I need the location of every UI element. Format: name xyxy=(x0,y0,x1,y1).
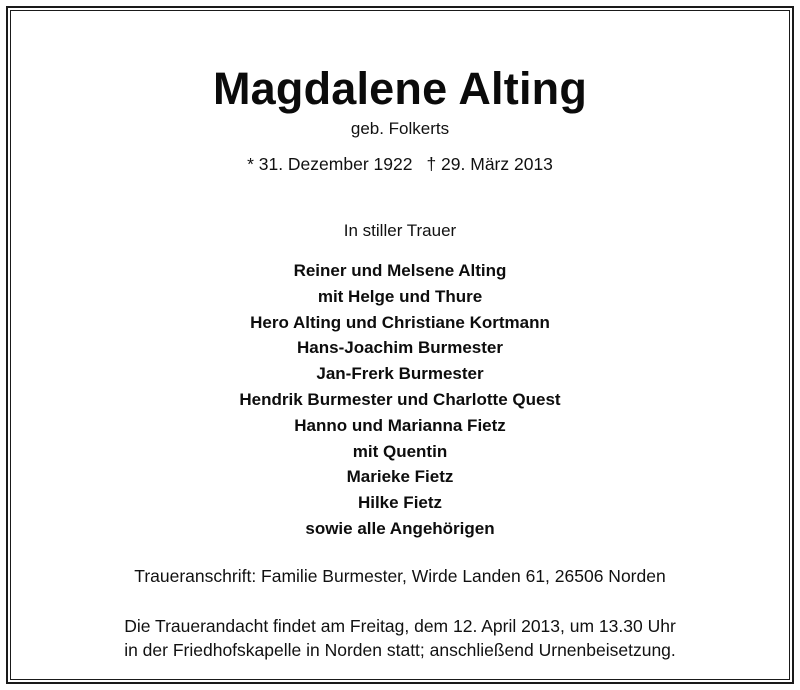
mourning-address: Traueranschrift: Familie Burmester, Wirde Landen 61, 26506 Norden xyxy=(134,566,666,586)
service-line-1: Die Trauerandacht findet am Freitag, dem 12. April 2013, um 13.30 Uhr xyxy=(124,616,676,636)
mourning-phrase: In stiller Trauer xyxy=(343,221,457,240)
life-dates xyxy=(0,152,800,176)
birth-name: geb. Folkerts xyxy=(350,119,450,138)
service-line-2: in der Friedhofskapelle in Norden statt; anschließend Urnenbeisetzung. xyxy=(124,640,676,660)
mourner-line: Hero Alting und Christiane Kortmann xyxy=(250,312,550,332)
death-date: † 29. März 2013 xyxy=(426,154,553,174)
mourner-line: Hans-Joachim Burmester xyxy=(297,338,503,358)
mourner-line: Jan-Frerk Burmester xyxy=(316,364,484,384)
mourner-line: Reiner und Melsene Alting xyxy=(293,261,507,280)
mourner-line: mit Helge und Thure xyxy=(317,286,483,306)
mourner-line: sowie alle Angehörigen xyxy=(305,518,495,538)
mourner-line: Marieke Fietz xyxy=(346,467,454,487)
mourner-line: Hilke Fietz xyxy=(357,493,443,513)
mourners-list xyxy=(0,258,800,542)
mourner-line: Hanno und Marianna Fietz xyxy=(294,415,506,435)
mourner-line: mit Quentin xyxy=(352,441,448,461)
deceased-name: Magdalene Alting xyxy=(212,63,588,114)
service-info xyxy=(0,614,800,662)
birth-date: * 31. Dezember 1922 xyxy=(247,154,413,174)
mourner-line: Hendrik Burmester und Charlotte Quest xyxy=(239,389,561,409)
